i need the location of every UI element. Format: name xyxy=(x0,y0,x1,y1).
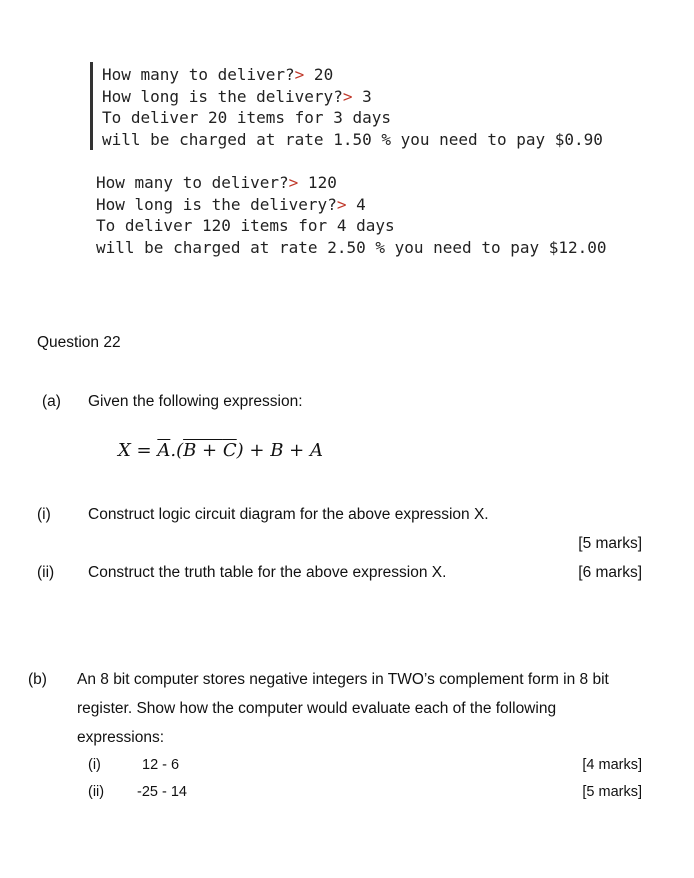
console-input-value: 4 xyxy=(346,194,366,214)
part-a-label: (a) xyxy=(42,393,61,410)
expr-not-a: $\overline{A}$ xyxy=(157,440,171,461)
part-a-i-label: (i) xyxy=(37,506,51,523)
console-line: will be charged at rate 1.50 % you need to pay $0.90 xyxy=(102,129,603,149)
console-left-border xyxy=(90,62,93,150)
expr-b: B + xyxy=(183,440,223,461)
console-input-value: 120 xyxy=(298,173,337,192)
part-b-i-marks: [4 marks] xyxy=(582,757,642,773)
expr-rest: ) + B + A xyxy=(236,440,323,461)
console-text: How many to deliver? xyxy=(96,173,289,192)
console-prompt: > xyxy=(336,194,347,214)
expr-lhs: X = xyxy=(118,440,158,461)
part-b-ii-expr: -25 - 14 xyxy=(137,784,187,800)
console-line: To deliver 20 items for 3 days xyxy=(102,108,391,127)
expr-dot: .( xyxy=(170,440,184,461)
part-a-i-text: Construct logic circuit diagram for the above expression X. xyxy=(88,506,489,523)
console-text: How long is the delivery? xyxy=(102,86,343,106)
part-b-text-line1: An 8 bit computer stores negative integers in TWO’s complement form in 8 bit xyxy=(77,671,609,688)
part-b-i-expr: 12 - 6 xyxy=(142,757,180,773)
part-b-ii-marks: [5 marks] xyxy=(582,784,642,800)
expr-overlined-group xyxy=(183,440,237,461)
console-input-value: 3 xyxy=(352,86,372,106)
part-a-ii-label: (ii) xyxy=(37,564,55,581)
part-a-ii-marks: [6 marks] xyxy=(578,564,642,581)
console-text: How many to deliver? xyxy=(102,65,295,84)
console-line: To deliver 120 items for 4 days xyxy=(96,216,395,235)
part-a-i-marks: [5 marks] xyxy=(578,535,642,552)
part-a-ii-text: Construct the truth table for the above expression X. xyxy=(88,564,447,581)
expr-not-c: C xyxy=(222,440,237,461)
part-b-label: (b) xyxy=(28,671,47,688)
console-prompt: > xyxy=(288,173,299,192)
console-output-2 xyxy=(96,172,607,258)
console-line: will be charged at rate 2.50 % you need to pay $12.00 xyxy=(96,237,607,257)
console-text: How long is the delivery? xyxy=(96,194,337,214)
console-line xyxy=(96,194,607,216)
part-b-text-line2: register. Show how the computer would evaluate each of the following xyxy=(77,700,557,717)
logic-expression xyxy=(118,440,323,461)
console-prompt: > xyxy=(294,65,305,84)
console-line xyxy=(102,64,603,86)
console-prompt: > xyxy=(342,86,353,106)
part-b-text-line3: expressions: xyxy=(77,729,165,746)
console-output-1 xyxy=(102,64,603,150)
part-a-text: Given the following expression: xyxy=(88,393,303,410)
question-title: Question 22 xyxy=(37,334,121,351)
part-b-ii-label: (ii) xyxy=(88,784,105,800)
console-line xyxy=(96,172,607,194)
console-input-value: 20 xyxy=(304,65,334,84)
part-b-i-label: (i) xyxy=(88,757,101,773)
console-line xyxy=(102,86,603,108)
